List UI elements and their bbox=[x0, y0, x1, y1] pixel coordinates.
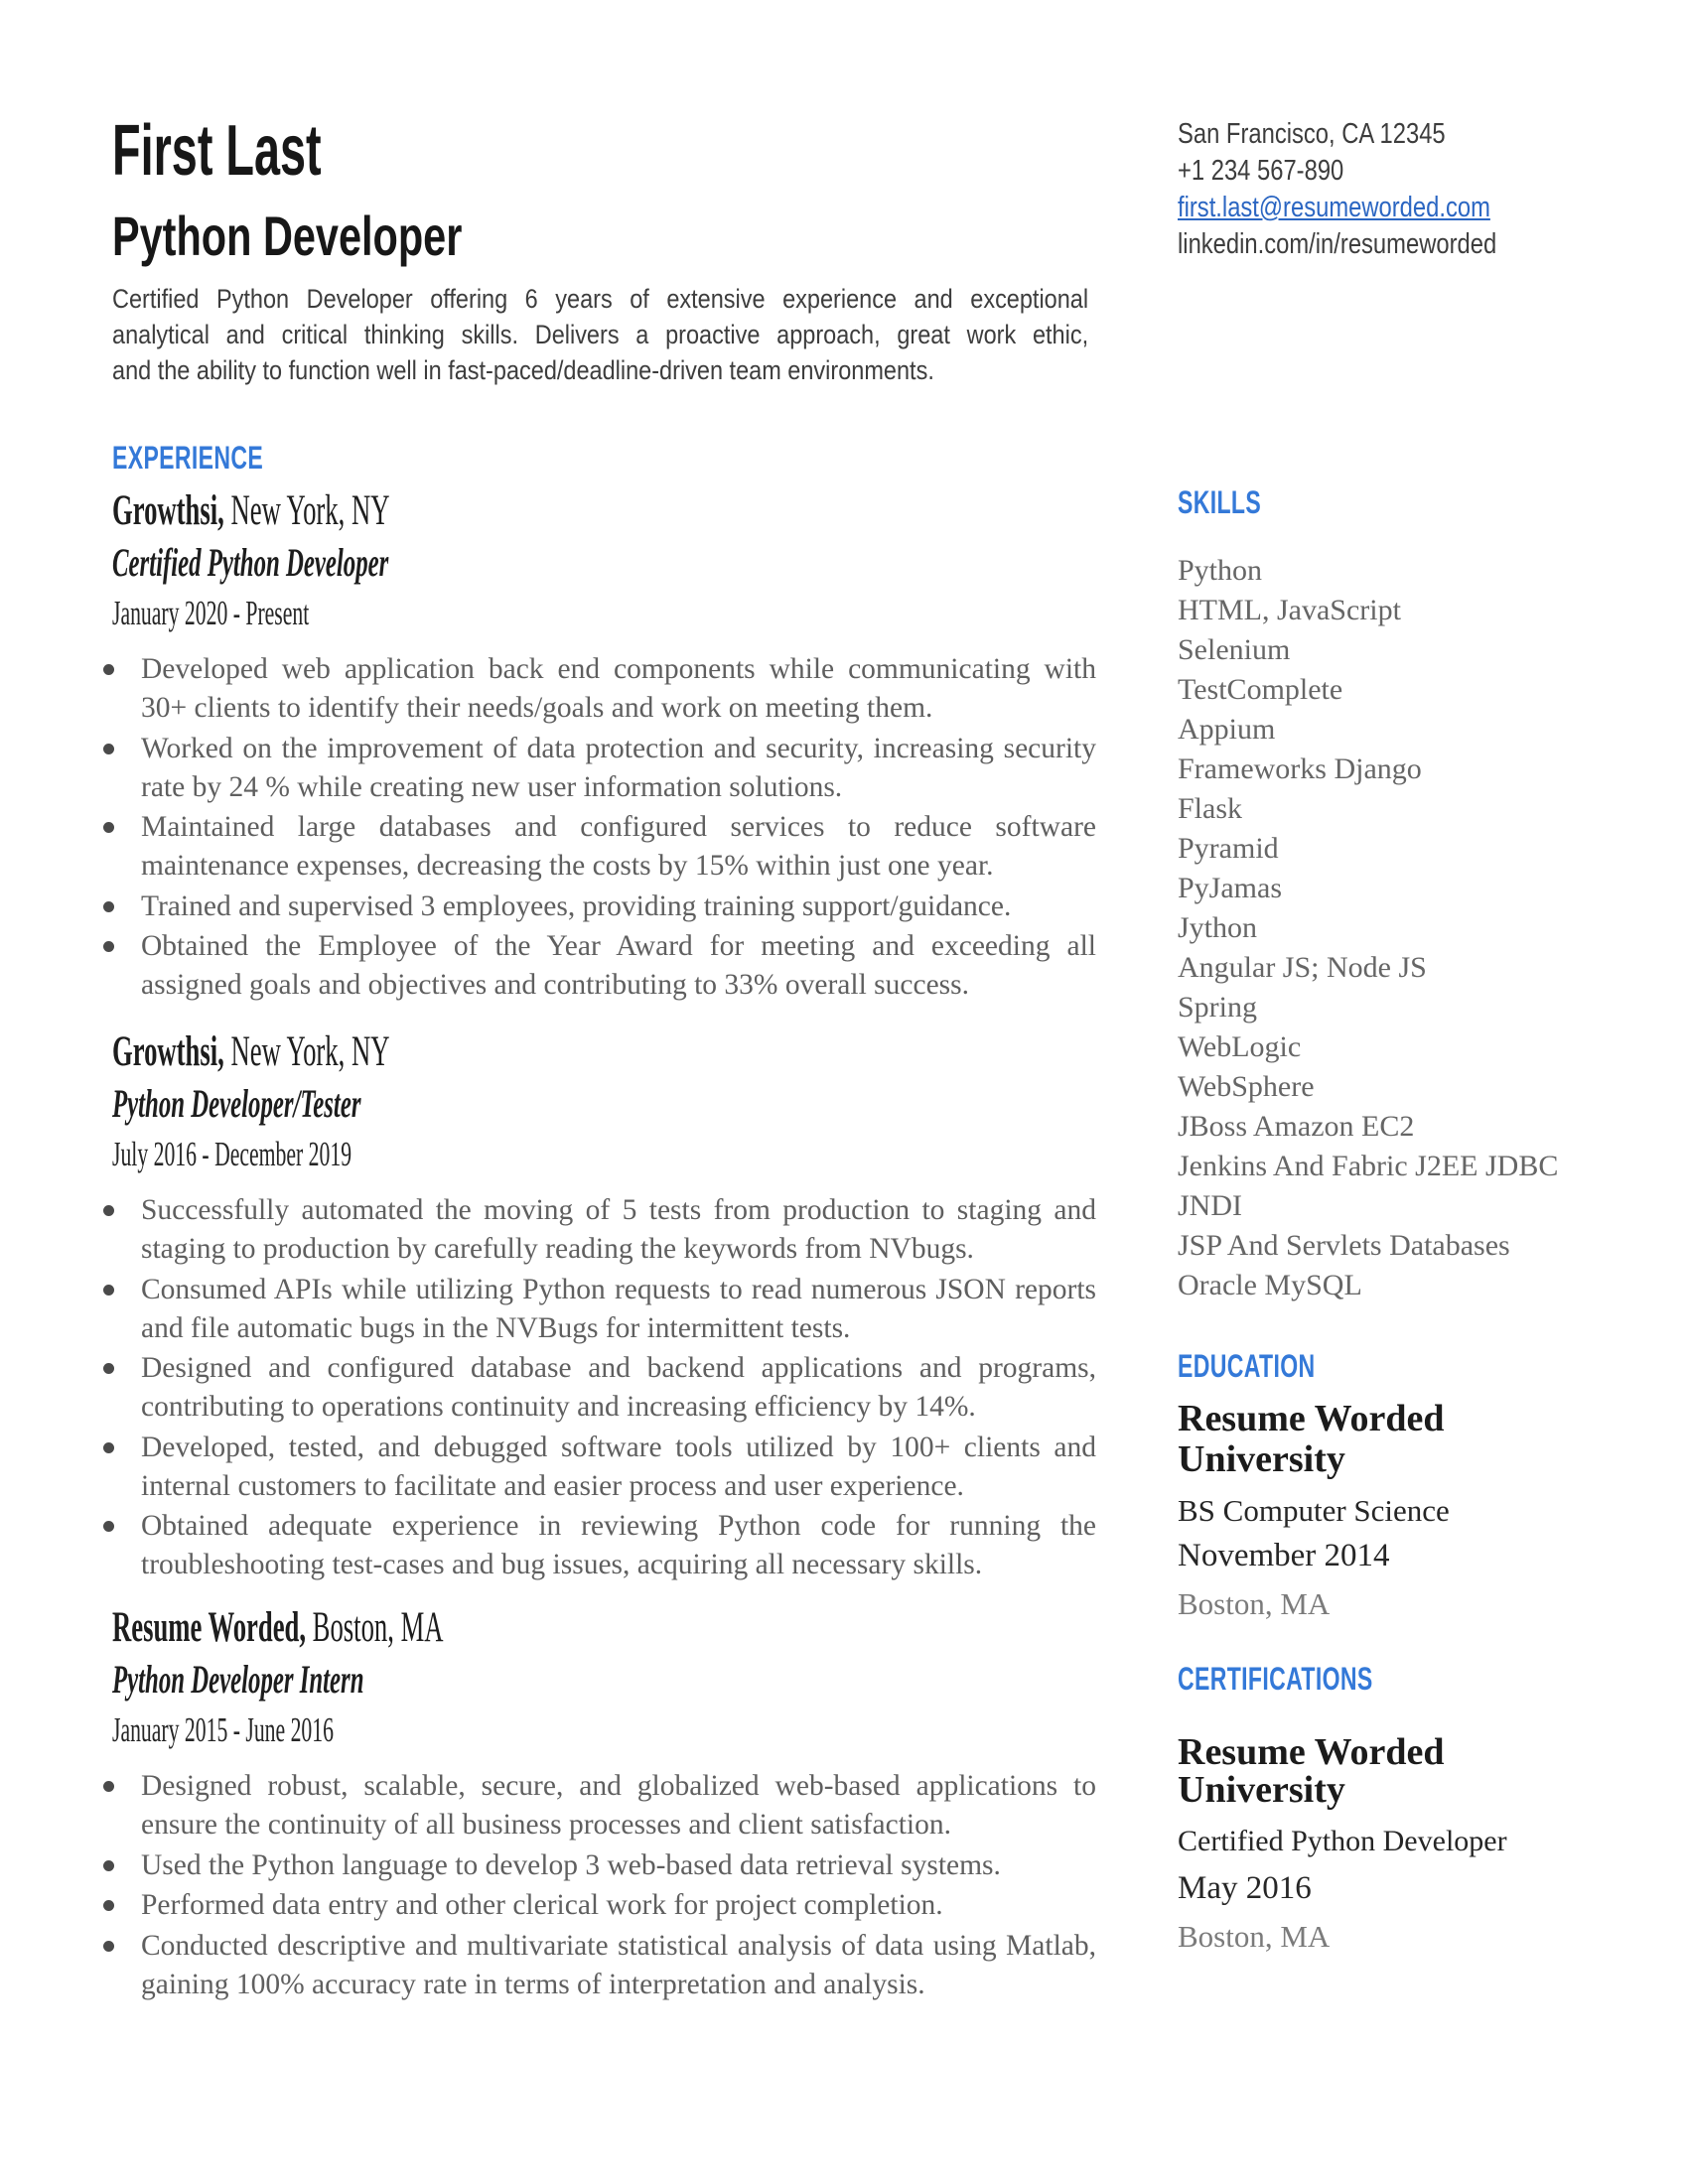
bullet-item bbox=[112, 1767, 1096, 1844]
skill-item: PyJamas bbox=[1178, 872, 1282, 904]
skill-item: Python bbox=[1178, 554, 1263, 587]
bullet-text: Trained and supervised 3 employees, providing training support/guidance. bbox=[141, 889, 1012, 922]
summary-line: analytical and critical thinking skills. Delivers a proactive approach, great work ethic, bbox=[112, 320, 1089, 349]
bullet-item bbox=[112, 808, 1096, 886]
bullet-item bbox=[112, 927, 1096, 1005]
bullet-item bbox=[112, 1927, 1096, 2004]
candidate-name bbox=[112, 113, 434, 189]
company-line bbox=[112, 1604, 1096, 1652]
candidate-title-text: Python Developer bbox=[112, 205, 463, 267]
bullet-dot bbox=[103, 822, 114, 833]
bullet-dot bbox=[103, 1860, 114, 1871]
education-section-heading: EDUCATION bbox=[1178, 1348, 1316, 1384]
bullet-dot bbox=[103, 1781, 114, 1792]
bullet-dot bbox=[103, 1363, 114, 1374]
bullet-text: Successfully automated the moving of 5 tests from production to staging and staging to production by carefully reading the keywords from NVbugs. bbox=[141, 1194, 1096, 1265]
contact-phone: +1 234 567-890 bbox=[1178, 155, 1344, 187]
bullet-text: Developed web application back end components while communicating with 30+ clients to identify their needs/goals and work on meeting them. bbox=[141, 653, 1096, 724]
education-school: Resume Worded University bbox=[1178, 1398, 1445, 1480]
bullet-text: Consumed APIs while utilizing Python requests to read numerous JSON reports and file automatic bugs in the NVBugs for intermittent tests. bbox=[141, 1273, 1096, 1344]
bullet-item bbox=[112, 1271, 1096, 1348]
summary-line: and the ability to function well in fast-paced/deadline-driven team environments. bbox=[112, 355, 934, 385]
job-dates: July 2016 - December 2019 bbox=[112, 1135, 352, 1173]
bullet-dot bbox=[103, 1442, 114, 1453]
summary-line: Certified Python Developer offering 6 years of extensive experience and exceptional bbox=[112, 284, 1089, 314]
bullet-dot bbox=[103, 1205, 114, 1216]
skill-item: Appium bbox=[1178, 713, 1276, 746]
bullet-dot bbox=[103, 1285, 114, 1296]
bullet-dot bbox=[103, 1900, 114, 1911]
skill-item: Spring bbox=[1178, 991, 1258, 1024]
contact-block bbox=[1178, 116, 1567, 263]
email-link[interactable]: first.last@resumeworded.com bbox=[1178, 192, 1490, 223]
bullet-item bbox=[112, 887, 1096, 926]
job-bullet-list bbox=[112, 1767, 1096, 2004]
contact-address: San Francisco, CA 12345 bbox=[1178, 118, 1446, 150]
skill-item: Pyramid bbox=[1178, 832, 1279, 865]
bullet-item bbox=[112, 1507, 1096, 1584]
skill-item: Jython bbox=[1178, 911, 1258, 944]
skill-item: Oracle MySQL bbox=[1178, 1269, 1362, 1301]
skill-item: WebLogic bbox=[1178, 1030, 1302, 1063]
sidebar-column bbox=[1178, 0, 1654, 2184]
company-name: Growthsi, bbox=[112, 1028, 224, 1075]
bullet-item bbox=[112, 1349, 1096, 1427]
bullet-text: Obtained the Employee of the Year Award for meeting and exceeding all assigned goals and objectives and contributing to 33% overall success. bbox=[141, 930, 1096, 1001]
bullet-item bbox=[112, 1429, 1096, 1506]
company-name: Resume Worded, bbox=[112, 1604, 307, 1651]
summary-paragraph bbox=[112, 281, 1088, 388]
job-dates: January 2015 - June 2016 bbox=[112, 1710, 334, 1749]
skills-list bbox=[1178, 551, 1558, 1305]
certifications-section-heading: CERTIFICATIONS bbox=[1178, 1661, 1373, 1697]
company-location: New York, NY bbox=[230, 487, 390, 534]
job-role: Certified Python Developer bbox=[112, 540, 389, 585]
bullet-text: Used the Python language to develop 3 web-based data retrieval systems. bbox=[141, 1848, 1001, 1881]
bullet-dot bbox=[103, 941, 114, 952]
candidate-name-text: First Last bbox=[112, 111, 322, 191]
bullet-text: Conducted descriptive and multivariate statistical analysis of data using Matlab, gaining 100% accuracy rate in terms of interpretation and analysis. bbox=[141, 1929, 1096, 2000]
bullet-text: Performed data entry and other clerical work for project completion. bbox=[141, 1889, 943, 1921]
education-location: Boston, MA bbox=[1178, 1586, 1331, 1621]
bullet-dot bbox=[103, 664, 114, 675]
bullet-dot bbox=[103, 901, 114, 912]
company-location: New York, NY bbox=[230, 1028, 390, 1075]
job-bullet-list bbox=[112, 650, 1096, 1005]
bullet-text: Designed and configured database and backend applications and programs, contributing to operations continuity and increasing efficiency by 14%. bbox=[141, 1352, 1096, 1423]
skill-item: JBoss Amazon EC2 bbox=[1178, 1110, 1415, 1143]
skills-section-heading: SKILLS bbox=[1178, 484, 1262, 520]
skill-item: Frameworks Django bbox=[1178, 752, 1422, 785]
skill-item: TestComplete bbox=[1178, 673, 1343, 706]
skill-item: Jenkins And Fabric J2EE JDBC bbox=[1178, 1150, 1559, 1182]
bullet-text: Designed robust, scalable, secure, and globalized web-based applications to ensure the continuity of all business processes and client satisfaction. bbox=[141, 1770, 1096, 1841]
bullet-item bbox=[112, 1191, 1096, 1269]
skill-item: Selenium bbox=[1178, 633, 1291, 666]
skill-item: WebSphere bbox=[1178, 1070, 1315, 1103]
job-role: Python Developer/Tester bbox=[112, 1081, 361, 1126]
bullet-text: Obtained adequate experience in reviewing Python code for running the troubleshooting test-cases and bug issues, acquiring all necessary skills. bbox=[141, 1510, 1096, 1580]
bullet-text: Worked on the improvement of data protection and security, increasing security rate by 24 % while creating new user information solutions. bbox=[141, 732, 1096, 803]
job-role: Python Developer Intern bbox=[112, 1657, 364, 1702]
education-degree: BS Computer Science bbox=[1178, 1493, 1450, 1528]
company-location: Boston, MA bbox=[312, 1604, 444, 1651]
certification-date: May 2016 bbox=[1178, 1870, 1312, 1906]
education-date: November 2014 bbox=[1178, 1538, 1390, 1573]
experience-job bbox=[112, 1028, 1096, 1586]
contact-linkedin: linkedin.com/in/resumeworded bbox=[1178, 228, 1497, 260]
experience-job bbox=[112, 487, 1096, 1007]
bullet-item bbox=[112, 1846, 1096, 1885]
certification-name: Certified Python Developer bbox=[1178, 1825, 1507, 1857]
experience-section-heading: EXPERIENCE bbox=[112, 440, 264, 476]
job-dates: January 2020 - Present bbox=[112, 594, 310, 632]
skill-item: Angular JS; Node JS bbox=[1178, 951, 1427, 984]
education-entry bbox=[1178, 1399, 1485, 1623]
bullet-dot bbox=[103, 1941, 114, 1952]
company-name: Growthsi, bbox=[112, 487, 224, 534]
candidate-title bbox=[112, 206, 585, 266]
bullet-text: Maintained large databases and configured services to reduce software maintenance expenses, decreasing the costs by 15% within just one year. bbox=[141, 811, 1096, 882]
bullet-item bbox=[112, 730, 1096, 807]
company-line bbox=[112, 487, 1096, 535]
skill-item: HTML, JavaScript bbox=[1178, 594, 1401, 626]
company-line bbox=[112, 1028, 1096, 1076]
skill-item: JSP And Servlets Databases bbox=[1178, 1229, 1510, 1262]
certification-school: Resume Worded University bbox=[1178, 1731, 1445, 1811]
bullet-dot bbox=[103, 744, 114, 754]
bullet-text: Developed, tested, and debugged software tools utilized by 100+ clients and internal customers to facilitate and easier process and user experience. bbox=[141, 1431, 1096, 1502]
main-column bbox=[112, 0, 1096, 2184]
certification-location: Boston, MA bbox=[1178, 1919, 1331, 1954]
job-bullet-list bbox=[112, 1191, 1096, 1584]
bullet-item bbox=[112, 1886, 1096, 1925]
skill-item: JNDI bbox=[1178, 1189, 1242, 1222]
skill-item: Flask bbox=[1178, 792, 1243, 825]
certification-entry bbox=[1178, 1733, 1507, 1956]
experience-job bbox=[112, 1604, 1096, 2005]
bullet-item bbox=[112, 650, 1096, 728]
bullet-dot bbox=[103, 1521, 114, 1532]
